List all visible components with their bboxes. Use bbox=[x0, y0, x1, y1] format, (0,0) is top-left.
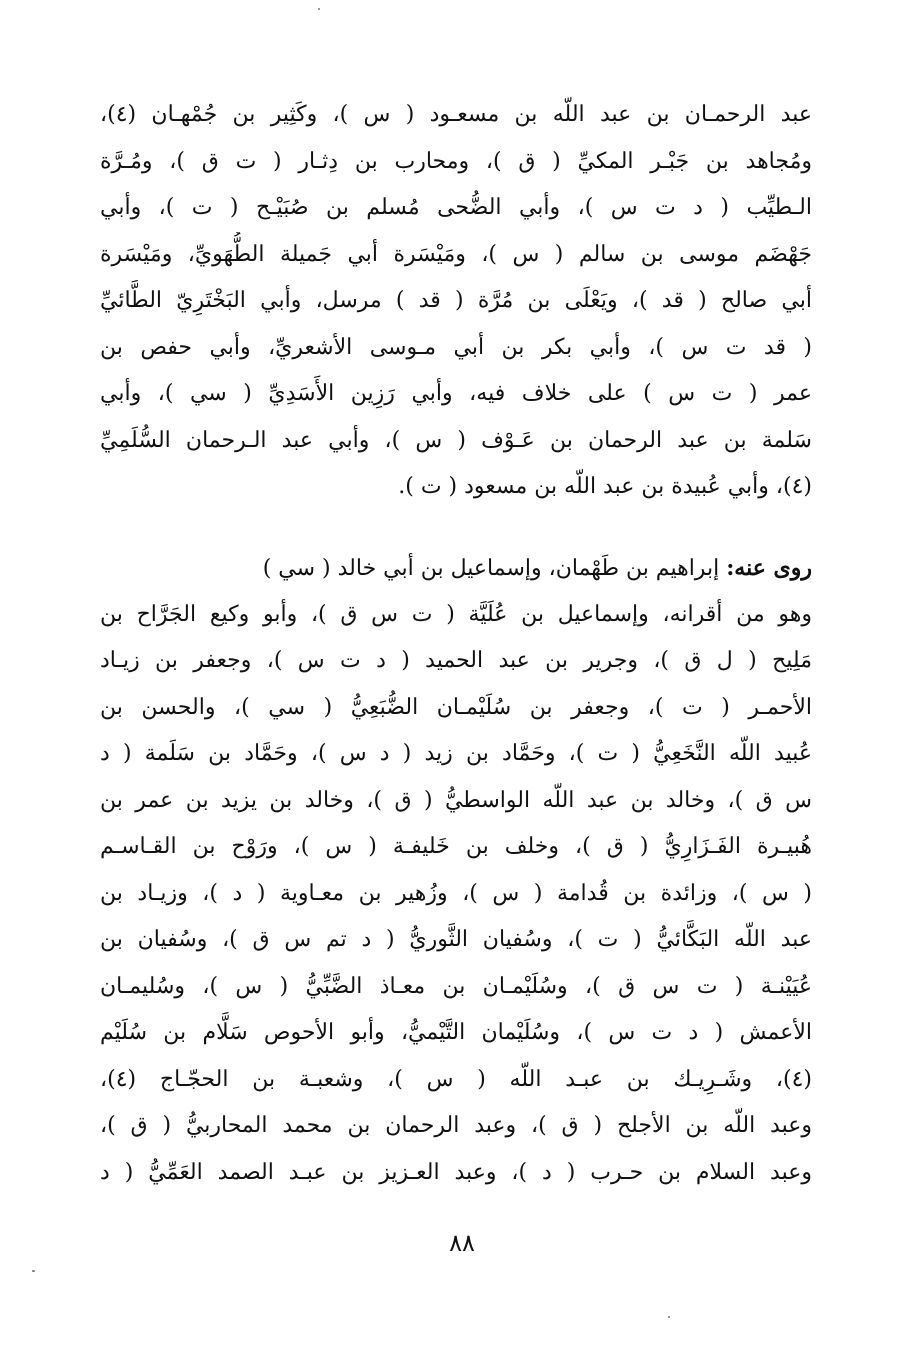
text-line: هُبيـرة الفَـزَارِيُّ ( ق )، وخلف بن خَليفـة ( س )، ورَوْح بن القـاسـم bbox=[100, 834, 812, 859]
text-line: ( س )، وزائدة بن قُدامة ( س )، وزُهير بن معـاوية ( د )، وزيـاد بن bbox=[100, 880, 812, 906]
text-line: س ق )، وخالد بن عبد اللّه الواسطيُّ ( ق )، وخالد بن يزيد بن عمر بن bbox=[100, 787, 812, 813]
text-line: ( قد ت س )، وأبي بكر بن أبي مـوسى الأشعريِّ، وأبي حفص بن bbox=[100, 334, 812, 360]
text-span: إبراهيم بن طَهْمان، وإسماعيل بن أبي خالد ( سي ) bbox=[262, 556, 720, 581]
paragraph-students bbox=[100, 545, 812, 1196]
text-line: مَلِيح ( ل ق )، وجرير بن عبد الحميد ( د ت س )، وجعفر بن زيـاد bbox=[100, 648, 812, 673]
text-line: ومُجاهد بن جَبْـر المكيِّ ( ق )، ومحارب بن دِثـار ( ت ق )، ومُـرَّة bbox=[100, 148, 812, 174]
text-line: وعبد اللّه بن الأجلح ( ق )، وعبد الرحمان بن محمد المحاربيُّ ( ق )، bbox=[100, 1113, 812, 1138]
text-line: (٤)، وشَـرِيـك بن عبـد اللّه ( س )، وشعبـة بن الحجّـاج (٤)، bbox=[100, 1066, 812, 1092]
text-line: الـطيِّب ( د ت س )، وأبي الضُّحى مُسلم بن صُبَيْـح ( ت )، وأبي bbox=[100, 195, 812, 220]
paragraph-teachers bbox=[100, 92, 812, 511]
section-heading: روى عنه: bbox=[726, 555, 812, 581]
text-line: الأعمش ( د ت س )، وسُلَيْمان التَّيْميُّ، وأبو الأحوص سَلَّام بن سُلَيْم bbox=[100, 1020, 812, 1045]
text-line: وعبد السلام بن حـرب ( د )، وعبد العـزيز بن عبـد الصمد العَمِّيُّ ( د bbox=[100, 1159, 812, 1185]
text-line: سَلمة بن عبد الرحمان بن عَـوْف ( س )، وأبي عبد الـرحمان السُّلَمِيِّ bbox=[100, 427, 812, 453]
text-line: وهو من أقرانه، وإسماعيل بن عُلَيَّة ( ت س ق )، وأبو وكيع الجَرَّاح بن bbox=[100, 601, 812, 627]
page-number: ٨٨ bbox=[449, 1229, 475, 1257]
text-line-first bbox=[100, 545, 812, 592]
scan-speck bbox=[668, 1316, 670, 1318]
text-line: الأحمـر ( ت )، وجعفر بن سُلَيْمـان الضُّبَعِيُّ ( سي )، والحسن بن bbox=[100, 694, 812, 720]
text-line: أبي صالح ( قد )، ويَعْلَى بن مُرَّة ( قد ) مرسل، وأبي البَخْتَرِيّ الطَّائيِّ bbox=[100, 288, 812, 313]
text-line: عبد الرحمـان بن عبد اللّه بن مسعـود ( س )، وكَثِير بن جُمْهـان (٤)، bbox=[100, 102, 812, 127]
text-line: عُيَيْنـة ( ت س ق )، وسُلَيْمـان بن معـاذ الضَّبِّيُّ ( س )، وسُليمـان bbox=[100, 973, 812, 999]
text-line: عمر ( ت س ) على خلاف فيه، وأبي رَزِين الأَسَدِيِّ ( سي )، وأبي bbox=[100, 381, 812, 406]
text-line: عبد اللّه البَكَّائيُّ ( ت )، وسُفيان الثَّوريُّ ( د تم س ق )، وسُفيان بن bbox=[100, 927, 812, 952]
text-line: جَهْضَم موسى بن سالم ( س )، ومَيْسَرة أبي جَميلة الطُّهَويِّ، ومَيْسَرة bbox=[100, 241, 812, 267]
scan-speck bbox=[318, 8, 320, 10]
text-line: عُبيد اللّه النَّخَعِيُّ ( ت )، وحَمَّاد بن زيد ( د س )، وحَمَّاد بن سَلَمة ( د bbox=[100, 741, 812, 766]
text-line: (٤)، وأبي عُبيدة بن عبد اللّه بن مسعود ( ت ). bbox=[398, 474, 812, 499]
scan-speck bbox=[32, 1270, 35, 1272]
